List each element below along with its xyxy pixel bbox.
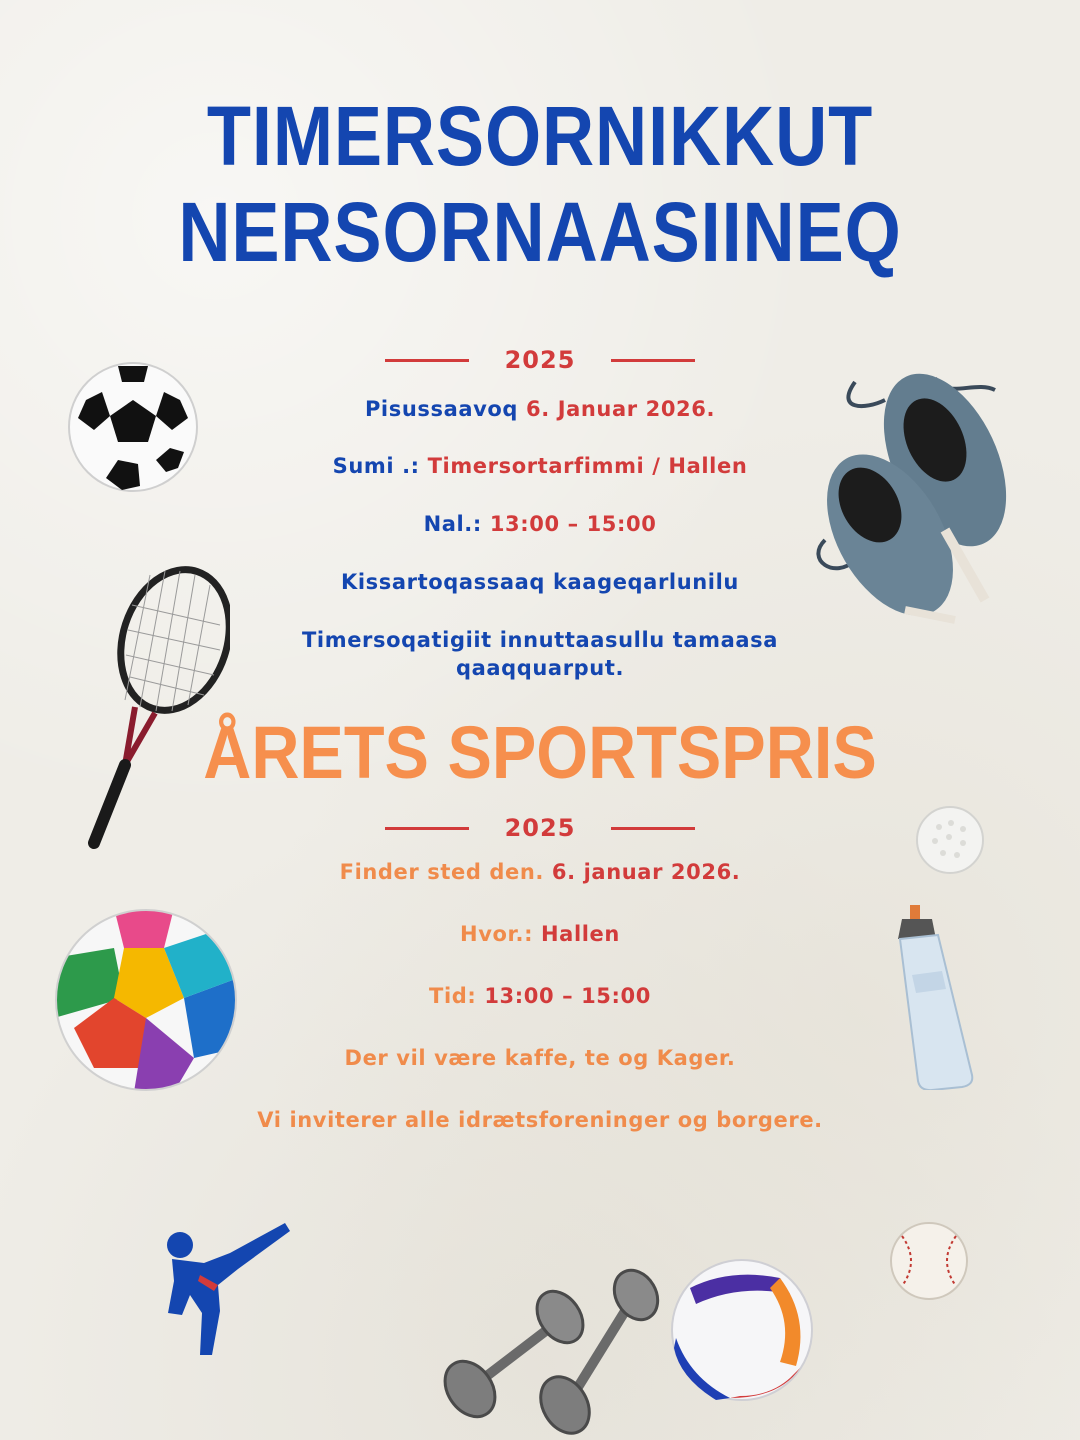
divider-line-right [611, 359, 695, 362]
event1-date-value: 6. Januar 2026. [526, 397, 716, 421]
year-label: 2025 [504, 346, 576, 374]
colorful-soccer-ball-icon [54, 908, 238, 1092]
award-place-label: Hvor.: [460, 922, 534, 946]
divider-line-left [385, 827, 469, 830]
karate-kick-icon [160, 1215, 295, 1360]
golf-ball-icon [915, 805, 985, 875]
event1-place-label: Sumi .: [332, 454, 420, 478]
baseball-icon [888, 1220, 970, 1302]
award-year-label: 2025 [504, 814, 576, 842]
tennis-racket-icon [80, 565, 230, 850]
award-invite: Vi inviterer alle idrætsforeninger og borgere. [257, 1108, 823, 1132]
event1-refreshments: Kissartoqassaaq kaageqarlunilu [341, 570, 739, 594]
award-time-label: Tid: [429, 984, 477, 1008]
award-date-value: 6. januar 2026. [551, 860, 741, 884]
event1-date-label: Pisussaavoq [364, 397, 519, 421]
sneakers-icon [795, 370, 1035, 630]
event1-time-label: Nal.: [423, 512, 482, 536]
event1-invite-line1: Timersoqatigiit innuttaasullu tamaasa [301, 628, 779, 652]
main-title-line2: NERSORNAASIINEQ [178, 185, 902, 279]
divider-line-left [385, 359, 469, 362]
main-title [76, 88, 1005, 280]
volleyball-icon [670, 1258, 815, 1403]
event1-invite-line2: qaaqquarput. [455, 656, 625, 680]
award-refreshments: Der vil være kaffe, te og Kager. [344, 1046, 736, 1070]
award-date-label: Finder sted den. [339, 860, 544, 884]
water-bottle-icon [892, 905, 987, 1090]
event1-time-value: 13:00 – 15:00 [489, 512, 657, 536]
event1-place-value: Timersortarfimmi / Hallen [427, 454, 748, 478]
soccer-ball-icon [66, 360, 200, 494]
award-place-value: Hallen [541, 922, 620, 946]
award-time-value: 13:00 – 15:00 [484, 984, 651, 1008]
award-title: ÅRETS SPORTSPRIS [203, 711, 877, 794]
dumbbells-icon [430, 1265, 665, 1435]
divider-line-right [611, 827, 695, 830]
main-title-line1: TIMERSORNIKKUT [206, 89, 874, 183]
